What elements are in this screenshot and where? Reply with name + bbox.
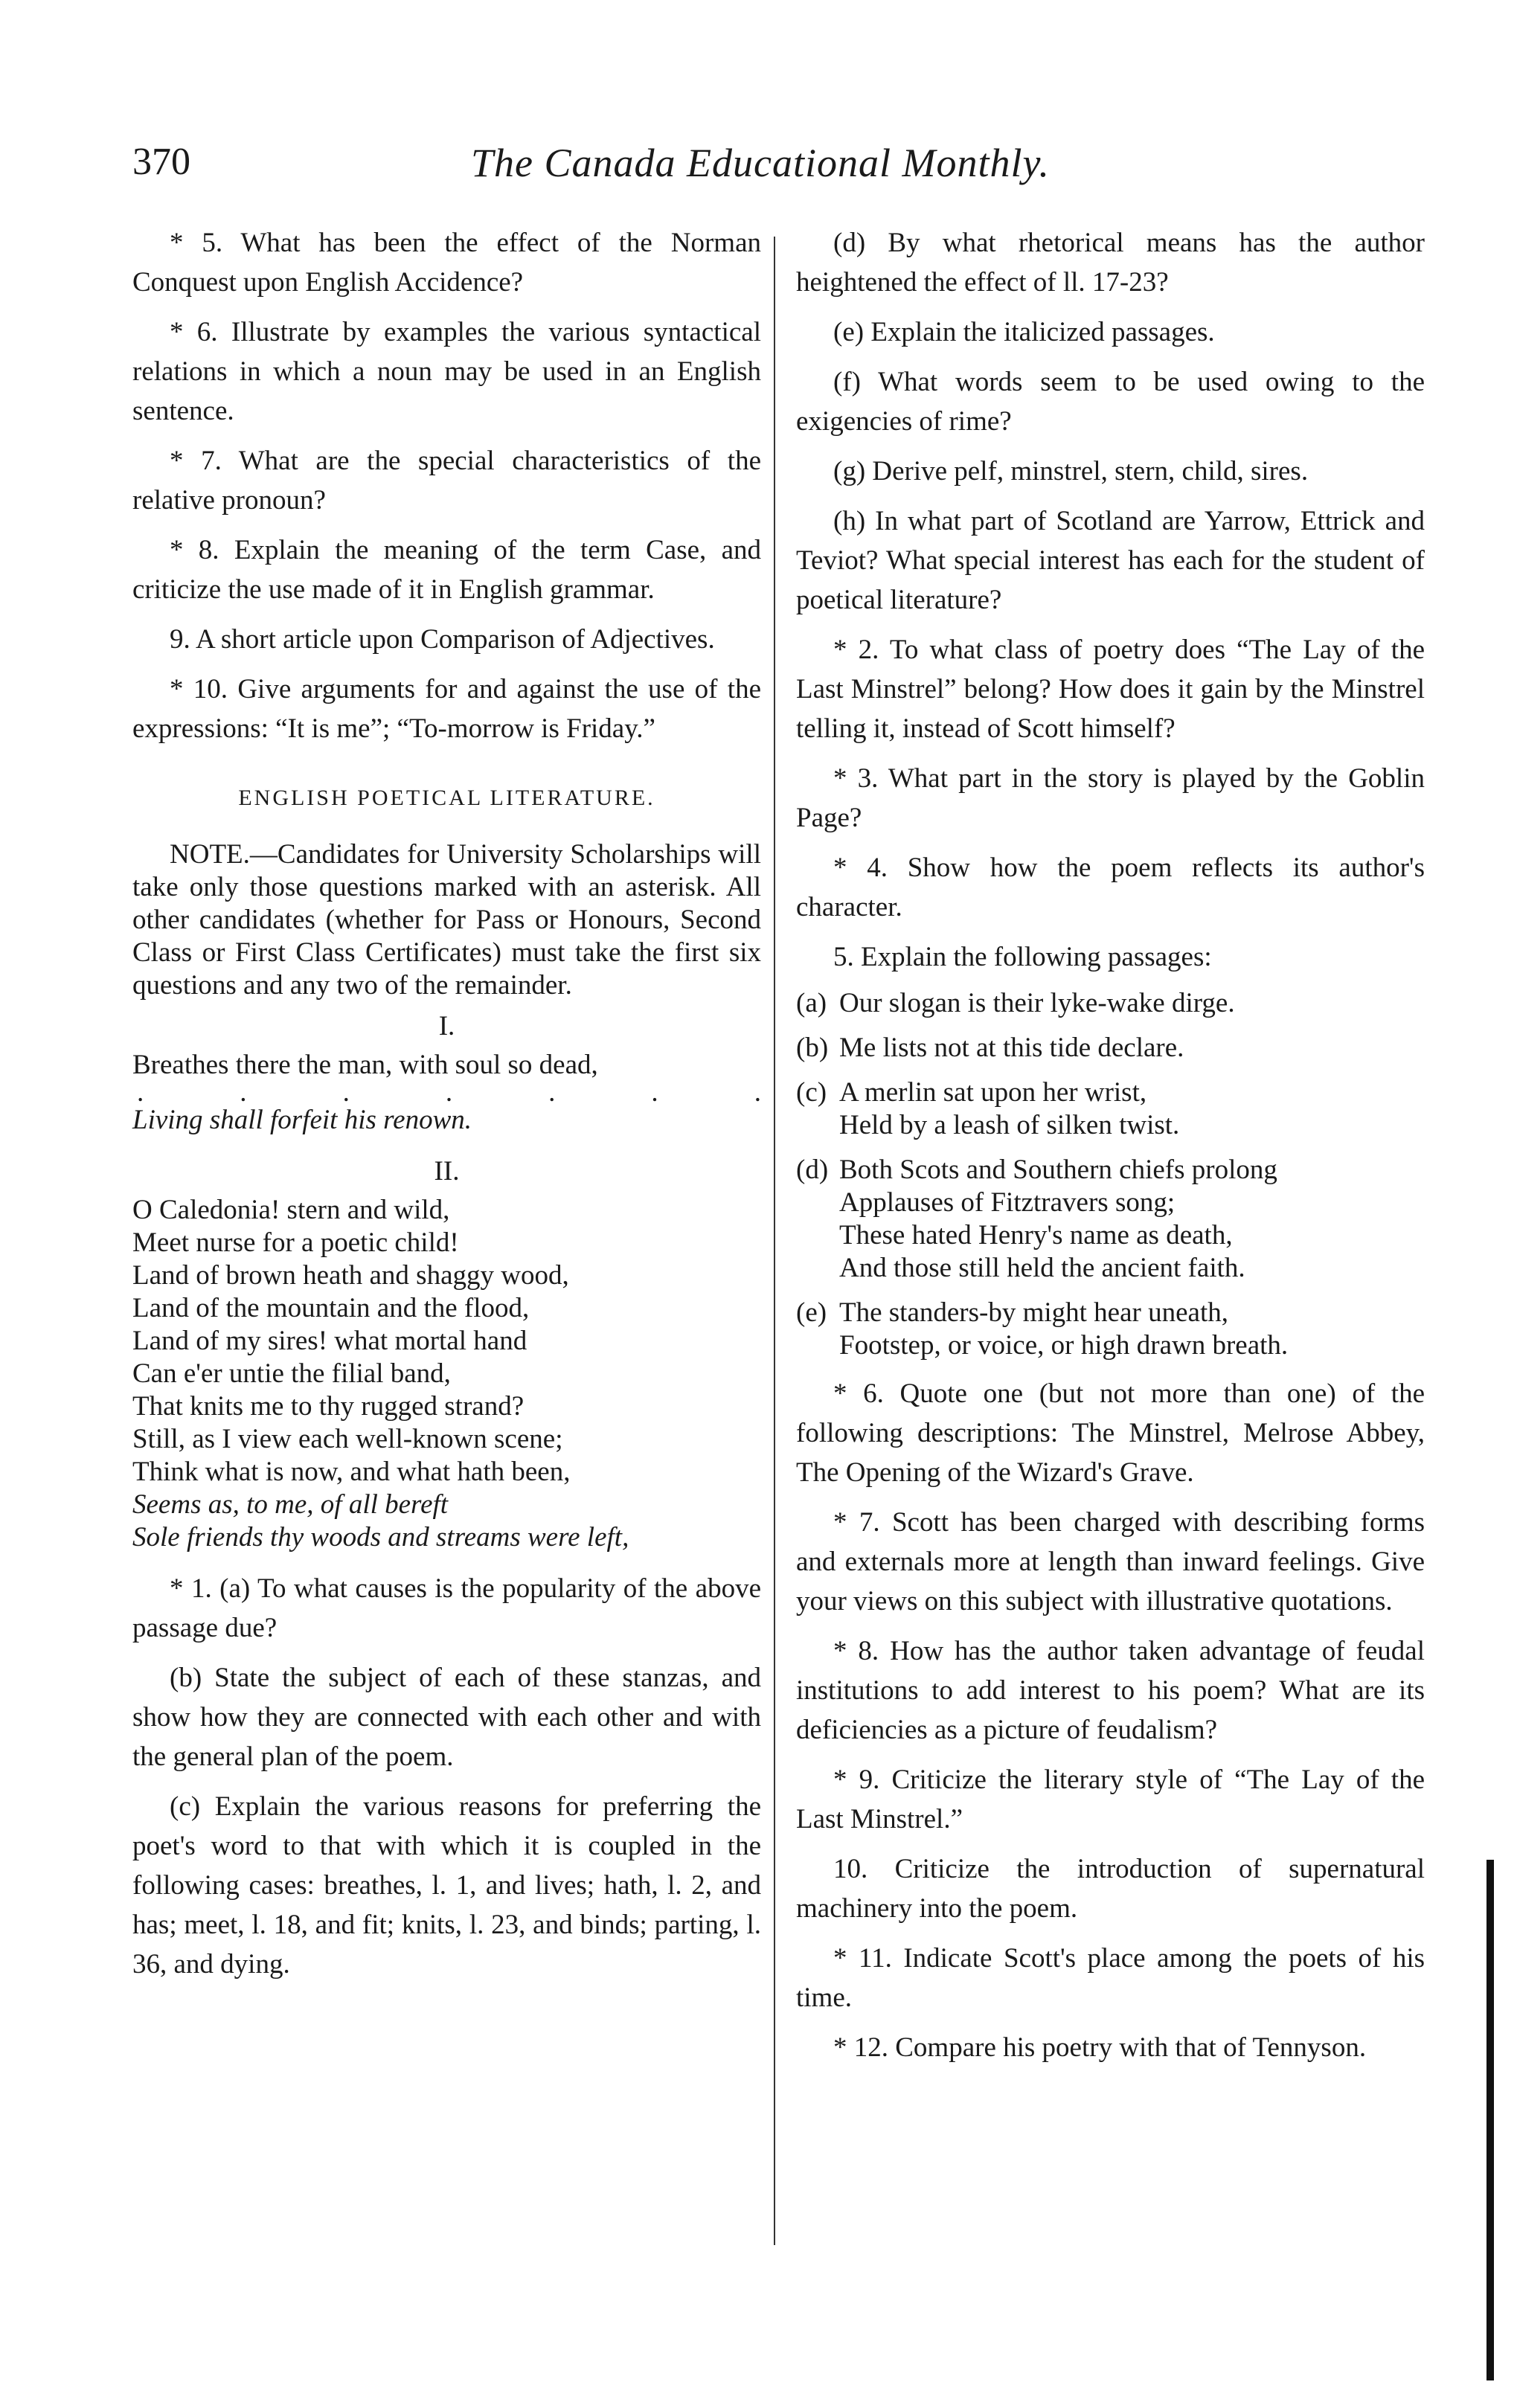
question-1h: (h) In what part of Scotland are Yarrow, Ettrick and Teviot? What special interest has each for the student of poetical literature? xyxy=(796,506,1425,615)
passage-line: Held by a leash of silken twist. xyxy=(839,1110,1180,1140)
passage-label: (a) xyxy=(796,988,827,1018)
verse-line: Land of the mountain and the flood, xyxy=(132,1293,530,1323)
candidates-note: NOTE.—Candidates for University Scholarships will take only those questions marked with an asterisk. All other candidates (whether for Pass or Honours, Second Class or First Class Certificates) must take the first six questions and any two of the remainder. xyxy=(132,839,761,1001)
passage-label: (d) xyxy=(796,1155,829,1185)
passage-b xyxy=(796,1032,1425,1065)
verse-line: That knits me to thy rugged strand? xyxy=(132,1391,525,1422)
lit-question-4: * 4. Show how the poem reflects its author's character. xyxy=(796,853,1425,922)
page-number: 370 xyxy=(132,141,190,183)
left-column xyxy=(132,223,761,1994)
question-1e: (e) Explain the italicized passages. xyxy=(833,317,1215,347)
question-5: * 5. What has been the effect of the Norman Conquest upon English Accidence? xyxy=(132,228,761,298)
passage-label: (b) xyxy=(796,1033,829,1063)
passage-label: (e) xyxy=(796,1297,827,1328)
question-1f: (f) What words seem to be used owing to the exigencies of rime? xyxy=(796,367,1425,437)
lit-question-10: 10. Criticize the introduction of supernatural machinery into the poem. xyxy=(796,1854,1425,1924)
passage-line: Our slogan is their lyke-wake dirge. xyxy=(839,988,1235,1018)
ellipsis-dots: . . . . . . . xyxy=(137,1077,761,1108)
extract-line: Breathes there the man, with soul so dead, xyxy=(132,1050,598,1080)
passage-line: Applauses of Fitztravers song; xyxy=(839,1187,1176,1218)
page-header xyxy=(132,140,1397,199)
passage-line: Footstep, or voice, or high drawn breath. xyxy=(839,1330,1289,1361)
lit-question-2: * 2. To what class of poetry does “The Lay of the Last Minstrel” belong? How does it gain by the Minstrel telling it, instead of Scott himself? xyxy=(796,635,1425,744)
lit-question-3: * 3. What part in the story is played by the Goblin Page? xyxy=(796,763,1425,833)
verse-line: O Caledonia! stern and wild, xyxy=(132,1195,450,1225)
passage-line: The standers-by might hear uneath, xyxy=(839,1297,1228,1328)
extract-numeral-2: II. xyxy=(434,1156,460,1187)
column-divider xyxy=(774,237,775,2245)
passage-c xyxy=(796,1076,1425,1142)
question-8: * 8. Explain the meaning of the term Case, and criticize the use made of it in English grammar. xyxy=(132,535,761,605)
right-column xyxy=(796,223,1425,2078)
question-1d: (d) By what rhetorical means has the author heightened the effect of ll. 17-23? xyxy=(796,228,1425,298)
lit-question-5: 5. Explain the following passages: xyxy=(833,942,1212,972)
passage-e xyxy=(796,1297,1425,1362)
question-1c: (c) Explain the various reasons for preferring the poet's word to that with which it is coupled in the following cases: breathes, l. 1, and lives; hath, l. 2, and has; meet, l. 18, and fit; knits, l. 23, and binds; parting, l. 36, and dying. xyxy=(132,1791,761,1980)
extract-numeral-1: I. xyxy=(438,1011,455,1041)
extract-line: Living shall forfeit his renown. xyxy=(132,1105,472,1135)
question-1g: (g) Derive pelf, minstrel, stern, child, sires. xyxy=(833,456,1309,487)
lit-question-11: * 11. Indicate Scott's place among the poets of his time. xyxy=(796,1943,1425,2013)
scan-edge-bar xyxy=(1486,1860,1494,2380)
passage-d xyxy=(796,1154,1425,1285)
passage-line: Me lists not at this tide declare. xyxy=(839,1033,1184,1063)
question-10: * 10. Give arguments for and against the use of the expressions: “It is me”; “To-morrow is Friday.” xyxy=(132,674,761,744)
verse-line: Seems as, to me, of all bereft xyxy=(132,1489,449,1520)
verse-line: Still, as I view each well-known scene; xyxy=(132,1424,563,1454)
extract-2 xyxy=(132,1194,761,1554)
verse-line: Can e'er untie the filial band, xyxy=(132,1358,451,1389)
running-title: The Canada Educational Monthly. xyxy=(471,141,1050,185)
lit-question-9: * 9. Criticize the literary style of “The Lay of the Last Minstrel.” xyxy=(796,1765,1425,1834)
passage-line: Both Scots and Southern chiefs prolong xyxy=(839,1155,1277,1185)
question-9: 9. A short article upon Comparison of Adjectives. xyxy=(170,624,715,655)
verse-line: Land of my sires! what mortal hand xyxy=(132,1326,527,1356)
lit-question-8: * 8. How has the author taken advantage of feudal institutions to add interest to his poem? What are its deficiencies as a picture of feudalism? xyxy=(796,1636,1425,1745)
lit-question-6: * 6. Quote one (but not more than one) of the following descriptions: The Minstrel, Melrose Abbey, The Opening of the Wizard's Grave. xyxy=(796,1378,1425,1488)
verse-line: Land of brown heath and shaggy wood, xyxy=(132,1260,569,1291)
extract-1 xyxy=(132,1049,761,1137)
passage-line: These hated Henry's name as death, xyxy=(839,1220,1233,1250)
verse-line: Sole friends thy woods and streams were left, xyxy=(132,1522,629,1553)
lit-question-7: * 7. Scott has been charged with describing forms and externals more at length than inward feelings. Give your views on this subject with illustrative quotations. xyxy=(796,1507,1425,1616)
question-7: * 7. What are the special characteristics of the relative pronoun? xyxy=(132,446,761,516)
question-1b: (b) State the subject of each of these stanzas, and show how they are connected with each other and with the general plan of the poem. xyxy=(132,1663,761,1772)
question-6: * 6. Illustrate by examples the various syntactical relations in which a noun may be used in an English sentence. xyxy=(132,317,761,426)
verse-line: Think what is now, and what hath been, xyxy=(132,1457,571,1487)
passage-label: (c) xyxy=(796,1077,827,1108)
passage-a xyxy=(796,987,1425,1020)
question-1a: * 1. (a) To what causes is the popularity of the above passage due? xyxy=(132,1573,761,1643)
lit-question-12: * 12. Compare his poetry with that of Tennyson. xyxy=(833,2032,1367,2063)
passage-line: And those still held the ancient faith. xyxy=(839,1253,1245,1283)
passage-line: A merlin sat upon her wrist, xyxy=(839,1077,1147,1108)
verse-line: Meet nurse for a poetic child! xyxy=(132,1227,459,1258)
section-heading: ENGLISH POETICAL LITERATURE. xyxy=(238,786,655,810)
